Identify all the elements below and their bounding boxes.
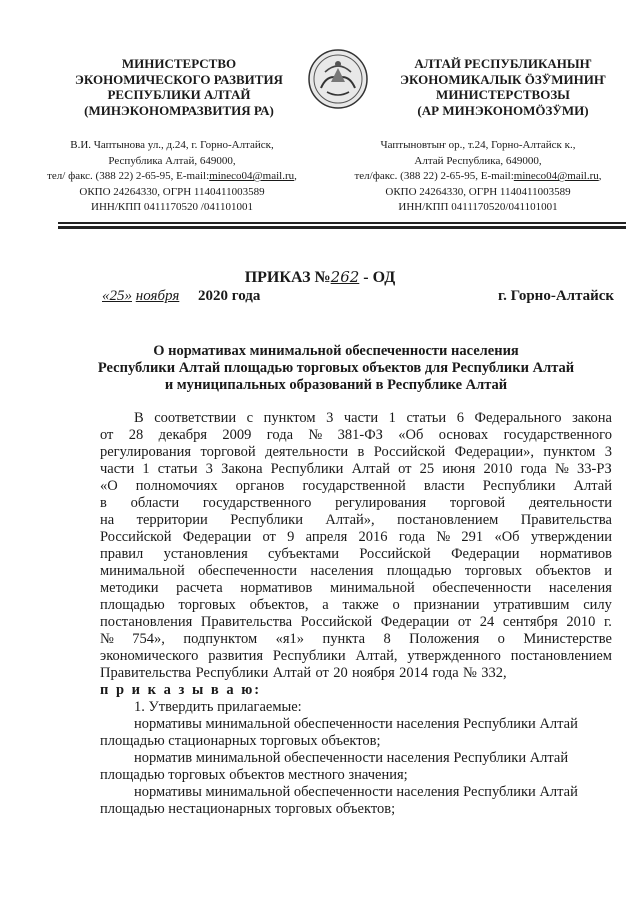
ministry-line: (МИНЭКОНОМРАЗВИТИЯ РА)	[84, 102, 274, 118]
address-line: Алтай Республика, 649000,	[414, 154, 542, 167]
ministry-name-russian	[48, 56, 310, 118]
body-line: правил установления субъектами Российской Федерации нормативов	[100, 546, 612, 562]
ministry-line: (АР МИНЭКОНОМӦЗӰМИ)	[417, 102, 589, 118]
address-line: ИНН/КПП 0411170520/041101001	[398, 201, 558, 214]
punctuation: ,	[598, 170, 602, 183]
decree-item-line: площадью нестационарных торговых объектов;	[100, 801, 396, 817]
decree-items	[100, 699, 612, 818]
email-link[interactable]: mineco04@mail.ru	[513, 170, 599, 183]
ministry-line: ЭКОНОМИЧЕСКОГО РАЗВИТИЯ	[75, 71, 283, 87]
decree-item-line: норматив минимальной обеспеченности населения Республики Алтай	[134, 750, 569, 766]
title-line: Республики Алтай площадью торговых объектов для Республики Алтай	[97, 360, 575, 376]
body-line: на территории Республики Алтай», постановлением Правительства	[100, 512, 612, 528]
order-label: ПРИКАЗ №	[244, 269, 331, 286]
phone-text: тел/ факс. (388 22) 2-65-95, E-mail:	[47, 170, 210, 183]
body-line: Правительства Республики Алтай от 20 ноября 2014 года № 332,	[100, 665, 507, 681]
address-russian	[22, 138, 322, 216]
address-altai	[326, 138, 630, 216]
body-line: методики расчета нормативов минимальной обеспеченности населения	[100, 580, 612, 596]
punctuation: ,	[294, 170, 297, 183]
order-year: 2020 года	[198, 288, 261, 304]
order-month: ноября	[135, 288, 180, 304]
body-line: от 28 декабря 2009 года № 381-ФЗ «Об основах государственного	[100, 427, 612, 443]
decree-item-line: нормативы минимальной обеспеченности населения Республики Алтай	[134, 784, 578, 800]
order-number: 262	[330, 268, 360, 286]
address-contact-line	[22, 169, 322, 185]
body-line: площадью торговых объектов, а также о признании утратившим силу	[100, 597, 612, 613]
order-heading	[0, 268, 640, 287]
address-line: ИНН/КПП 0411170520 /041101001	[91, 201, 253, 214]
body-line: № 754», подпунктом «я1» пункта 8 Положения о Министерстве	[100, 631, 612, 647]
ministry-line: МИНИСТЕРСТВОЗЫ	[436, 87, 570, 102]
phone-text: тел/факс. (388 22) 2-65-95, E-mail:	[354, 170, 514, 183]
body-line: части 1 статьи 3 Закона Республики Алтай от 25 июня 2010 года № 33-РЗ	[100, 461, 612, 477]
order-date	[102, 288, 260, 305]
decree-item-line: площадью торговых объектов местного значения;	[100, 767, 408, 783]
address-line: ОКПО 24264330, ОГРН 1140411003589	[79, 185, 265, 198]
body-line: минимальной обеспеченности населения площадью торговых объектов и	[100, 563, 612, 579]
header-divider-thin	[58, 222, 626, 224]
body-line: Российской Федерации от 9 апреля 2016 года № 291 «Об утверждении	[100, 529, 612, 545]
decree-item-line: нормативы минимальной обеспеченности населения Республики Алтай	[134, 716, 578, 732]
body-line: «О полномочиях органов государственной власти Республики Алтай	[100, 478, 612, 494]
ministry-line: МИНИСТЕРСТВО	[121, 56, 237, 71]
body-line: в области государственного регулирования торговой деятельности	[100, 495, 612, 511]
address-line: Чаптыновтыҥ ор., т.24, Горно-Алтайск к.,	[380, 139, 576, 151]
preamble-paragraph	[100, 410, 612, 682]
ministry-name-altai	[372, 56, 634, 118]
address-line: Республика Алтай, 649000,	[108, 154, 236, 167]
header-divider-thick	[58, 226, 626, 229]
address-line: ОКПО 24264330, ОГРН 1140411003589	[385, 185, 571, 198]
body-line: экономического развития Республики Алтай, утвержденного постановлением	[100, 648, 612, 664]
title-line: О нормативах минимальной обеспеченности населения	[153, 343, 519, 359]
body-line: постановления Правительства Российской Федерации от 24 сентября 2010 г.	[100, 614, 612, 630]
decree-item-line: 1. Утвердить прилагаемые:	[134, 699, 302, 715]
coat-of-arms-icon	[307, 48, 369, 110]
ministry-line: ЭКОНОМИКАЛЫК ӦЗӰМИНИҤ	[400, 71, 606, 87]
ministry-line: АЛТАЙ РЕСПУБЛИКАНЫҤ	[414, 56, 592, 71]
decree-word: п р и к а з ы в а ю:	[100, 682, 262, 698]
order-city: г. Горно-Алтайск	[498, 288, 615, 304]
ministry-line: РЕСПУБЛИКИ АЛТАЙ	[107, 87, 251, 102]
document-title	[40, 343, 632, 394]
address-contact-line	[326, 169, 630, 185]
address-line: В.И. Чаптынова ул., д.24, г. Горно-Алтайск,	[70, 139, 274, 151]
email-link[interactable]: mineco04@mail.ru	[209, 170, 295, 183]
body-line: регулирования торговой деятельности в Российской Федерации», пунктом 3	[100, 444, 612, 460]
order-day: «25»	[102, 288, 132, 304]
title-line: и муниципальных образований в Республике Алтай	[164, 377, 508, 393]
decree-item-line: площадью стационарных торговых объектов;	[100, 733, 381, 749]
body-line: В соответствии с пунктом 3 части 1 статьи 6 Федерального закона	[134, 410, 612, 426]
order-suffix: - ОД	[363, 269, 396, 286]
document-body	[100, 410, 612, 818]
